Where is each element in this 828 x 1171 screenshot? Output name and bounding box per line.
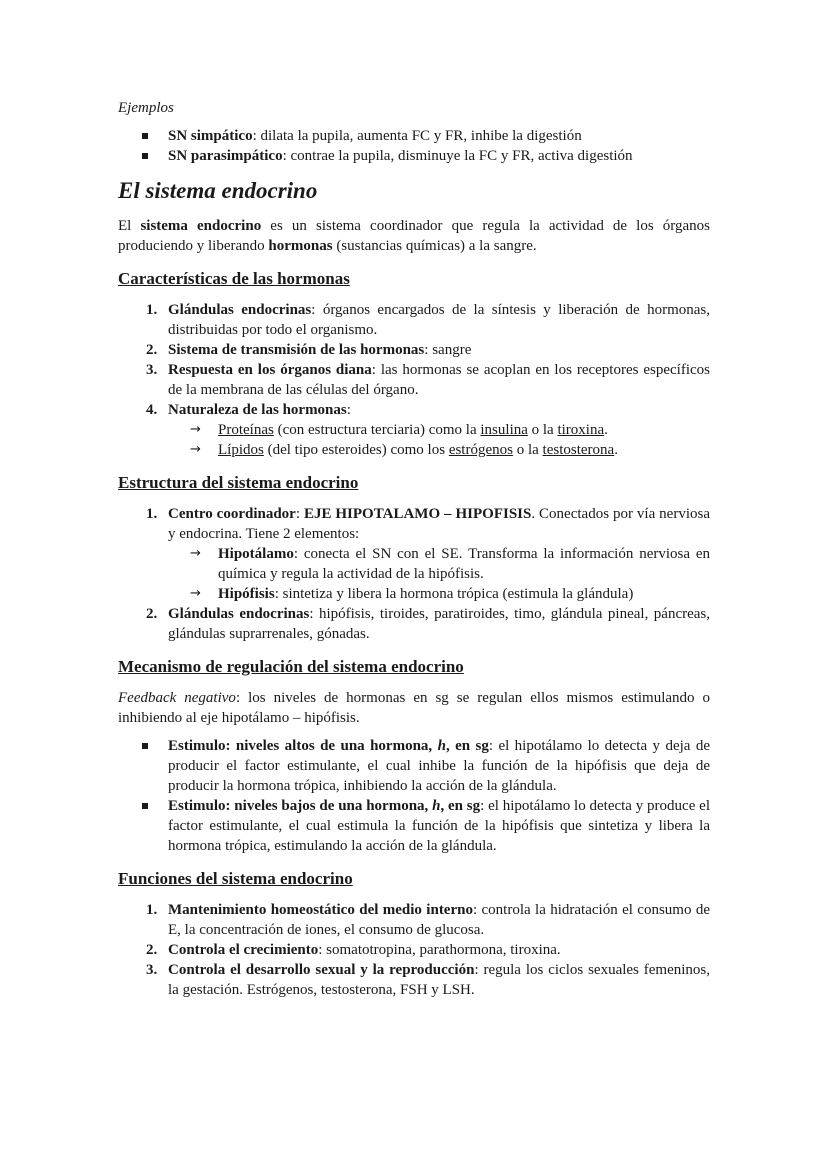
term: hormonas	[268, 238, 333, 254]
ejemplos-label: Ejemplos	[118, 100, 174, 116]
item-number: 1.	[146, 506, 158, 522]
term: Sistema de transmisión de las hormonas	[168, 342, 425, 358]
term: SN parasimpático	[168, 148, 283, 164]
intro-paragraph	[118, 216, 710, 256]
list-item	[190, 420, 710, 440]
item-text: : sintetiza y libera la hormona trópica (estimula la glándula)	[274, 586, 634, 602]
term: Estimulo: niveles bajos de una hormona,	[168, 798, 433, 814]
term: Hipotálamo	[218, 546, 294, 562]
term: Mantenimiento homeostático del medio interno	[168, 902, 473, 918]
item-number: 1.	[146, 902, 158, 918]
list-item	[142, 736, 710, 796]
item-text: :	[346, 402, 351, 418]
text: (sustancias químicas) a la sangre.	[332, 238, 537, 254]
item-text: : conecta el SN con el SE. Transforma la información nerviosa en química y regula la actividad de la hipófisis.	[218, 546, 710, 582]
text: :	[295, 506, 304, 522]
underlined-term: testosterona	[542, 442, 615, 458]
text: (del tipo esteroides) como los	[263, 442, 449, 458]
text: o la	[512, 442, 543, 458]
list-item	[142, 126, 710, 146]
text: es un sistema coordinador que regula la actividad de los órganos produciendo y liberando	[118, 218, 711, 254]
list-item	[146, 340, 710, 360]
item-text: : órganos encargados de la síntesis y liberación de hormonas, distribuidas por todo el organismo.	[168, 302, 710, 338]
underlined-term: tiroxina	[557, 422, 605, 438]
text: : los niveles de hormonas en sg se regulan ellos mismos estimulando o inhibiendo al eje hipotálamo – hipófisis.	[118, 690, 710, 726]
list-item	[146, 604, 710, 644]
list-item	[190, 544, 710, 584]
list-item	[146, 300, 710, 340]
hormone-symbol: h	[432, 798, 441, 814]
list-item	[190, 584, 710, 604]
item-number: 3.	[146, 962, 158, 978]
text: El	[118, 218, 141, 234]
item-text: : regula los ciclos sexuales femeninos, la gestación. Estrógenos, testosterona, FSH y LSH.	[168, 962, 710, 998]
item-text: : controla la hidratación el consumo de E, la concentración de iones, el consumo de glucosa.	[168, 902, 710, 938]
naturaleza-list	[168, 420, 710, 460]
ejemplos-list	[142, 126, 710, 166]
term: , en sg	[445, 738, 489, 754]
list-item	[142, 796, 710, 856]
term: Controla el desarrollo sexual y la reproducción	[168, 962, 475, 978]
arrow-icon: →	[190, 586, 201, 601]
heading-estructura: Estructura del sistema endocrino	[118, 473, 359, 492]
estimulo-list	[142, 736, 710, 856]
list-item	[146, 360, 710, 400]
term: sistema endocrino	[140, 218, 262, 234]
item-text: : sangre	[424, 342, 472, 358]
item-text: : las hormonas se acoplan en los receptores específicos de la membrana de las células del órgano.	[168, 362, 710, 398]
list-item	[146, 900, 710, 940]
text: .	[604, 422, 608, 438]
feedback-paragraph	[118, 688, 710, 728]
term: Controla el crecimiento	[168, 942, 319, 958]
item-text: : hipófisis, tiroides, paratiroides, timo, glándula pineal, páncreas, glándulas suprarrenales, gónadas.	[168, 606, 710, 642]
arrow-icon: →	[190, 442, 201, 457]
underlined-term: estrógenos	[448, 442, 513, 458]
arrow-icon: →	[190, 422, 201, 437]
estructura-list	[118, 504, 710, 644]
term: Hipófisis	[218, 586, 275, 602]
term: Glándulas endocrinas	[168, 606, 310, 622]
term: Glándulas endocrinas	[168, 302, 312, 318]
caracteristicas-list	[118, 300, 710, 460]
text: (con estructura terciaria) como la	[273, 422, 481, 438]
text: o la	[527, 422, 558, 438]
item-number: 2.	[146, 606, 158, 622]
underlined-term: Proteínas	[218, 422, 274, 438]
funciones-list	[118, 900, 710, 1000]
list-item	[190, 440, 710, 460]
underlined-term: Lípidos	[218, 442, 264, 458]
italic-term: Feedback negativo	[118, 690, 236, 706]
term: SN simpático	[168, 128, 253, 144]
list-item	[146, 504, 710, 604]
heading-funciones: Funciones del sistema endocrino	[118, 869, 353, 888]
item-number: 2.	[146, 942, 158, 958]
list-item	[146, 940, 710, 960]
eje-list	[168, 544, 710, 604]
term: , en sg	[440, 798, 481, 814]
list-item	[146, 400, 710, 460]
term: Naturaleza de las hormonas	[168, 402, 347, 418]
heading-caracteristicas: Características de las hormonas	[118, 269, 350, 288]
item-text: : somatotropina, parathormona, tiroxina.	[318, 942, 561, 958]
item-text: . Conectados por vía nerviosa y endocrina. Tiene 2 elementos:	[168, 506, 710, 542]
item-text: : contrae la pupila, disminuye la FC y FR, activa digestión	[282, 148, 633, 164]
text: .	[614, 442, 618, 458]
term: Estimulo: niveles altos de una hormona,	[168, 738, 438, 754]
section-title: El sistema endocrino	[118, 178, 318, 203]
term: Respuesta en los órganos diana	[168, 362, 372, 378]
term: EJE HIPOTALAMO – HIPOFISIS	[303, 506, 532, 522]
item-text: : el hipotálamo lo detecta y produce el factor estimulante, el cual estimula la función de la hipófisis que sintetiza y libera la hormona trópica, estimulando la acción de la glándula.	[168, 798, 710, 854]
arrow-icon: →	[190, 546, 201, 561]
item-number: 1.	[146, 302, 158, 318]
underlined-term: insulina	[480, 422, 528, 438]
item-text: : dilata la pupila, aumenta FC y FR, inhibe la digestión	[252, 128, 582, 144]
list-item	[146, 960, 710, 1000]
heading-mecanismo: Mecanismo de regulación del sistema endocrino	[118, 657, 464, 676]
item-number: 4.	[146, 402, 158, 418]
item-text: : el hipotálamo lo detecta y deja de producir el factor estimulante, el cual inhibe la función de la hipófisis que deja de producir la hormona trópica, inhibiendo la acción de la glándula.	[168, 738, 710, 794]
item-number: 2.	[146, 342, 158, 358]
hormone-symbol: h	[437, 738, 446, 754]
item-number: 3.	[146, 362, 158, 378]
term: Centro coordinador	[168, 506, 296, 522]
list-item	[142, 146, 710, 166]
